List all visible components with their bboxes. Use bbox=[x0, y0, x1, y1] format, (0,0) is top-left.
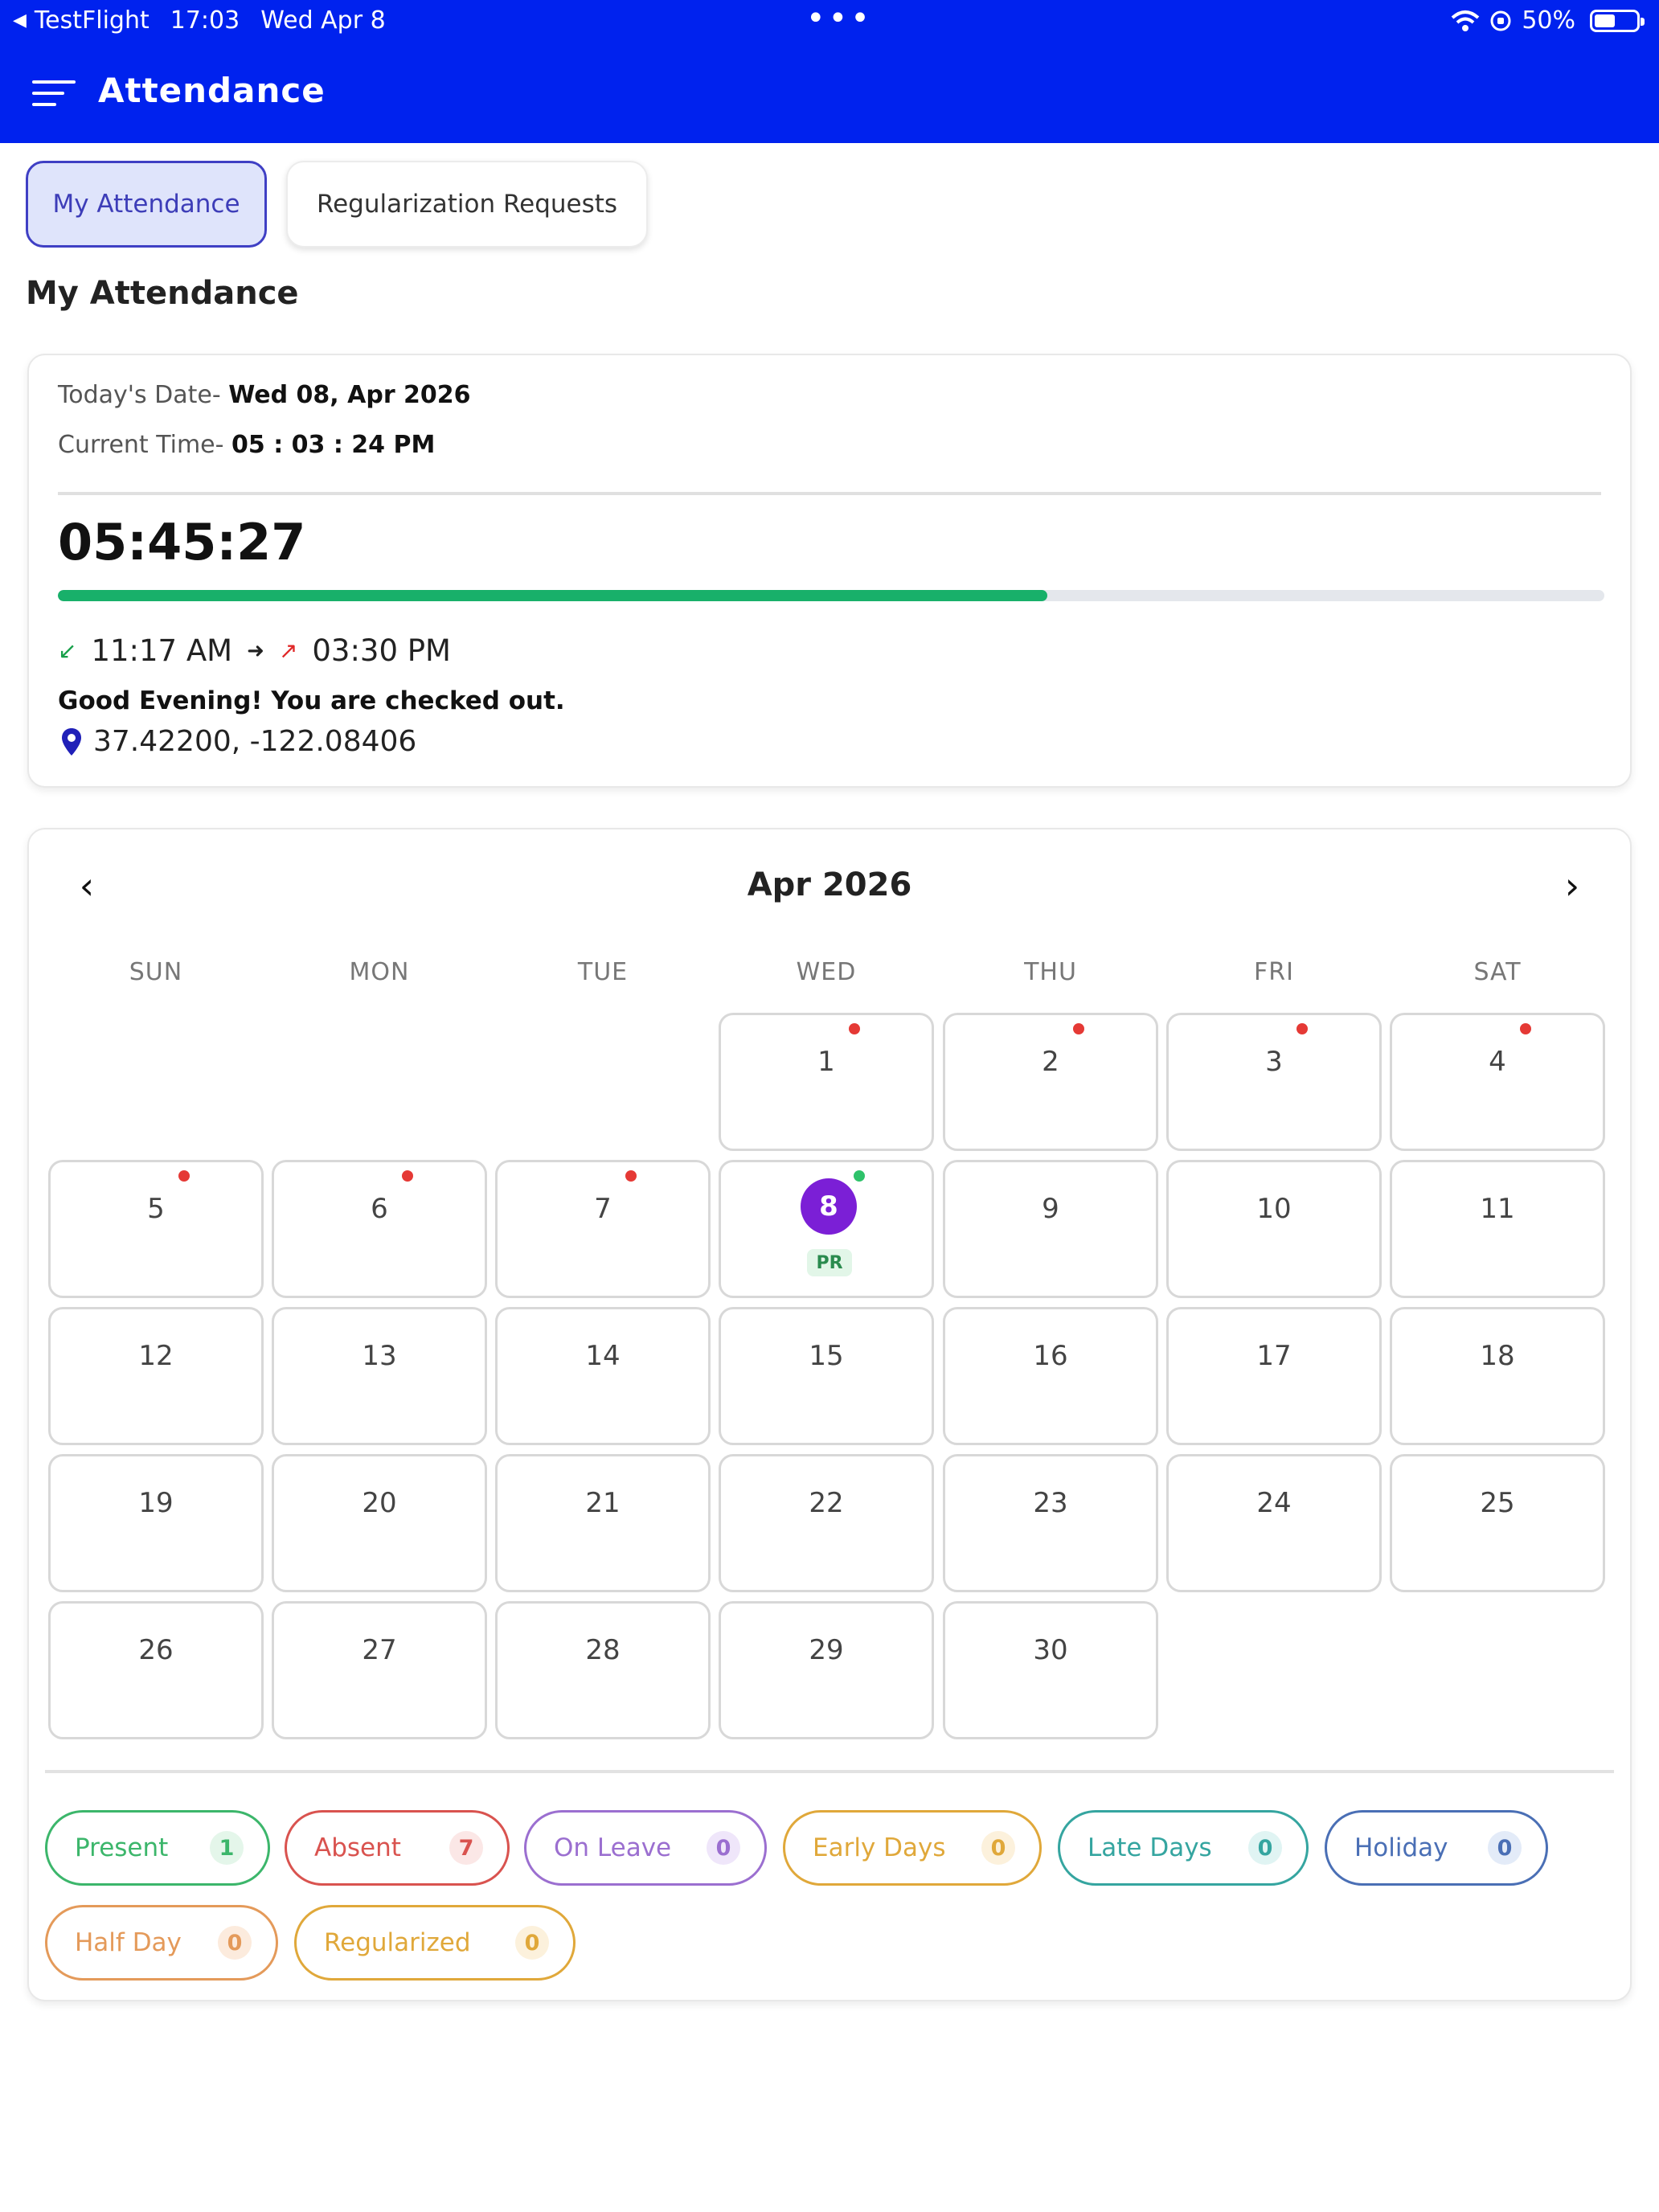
day-number: 23 bbox=[1033, 1487, 1068, 1519]
check-in-arrow-icon: ↙ bbox=[58, 637, 77, 664]
arrow-right-icon: ➜ bbox=[247, 638, 264, 663]
legend-label: Absent bbox=[314, 1833, 401, 1862]
day-number: 14 bbox=[585, 1340, 621, 1372]
calendar-day-4[interactable] bbox=[1390, 1013, 1605, 1151]
day-number: 16 bbox=[1033, 1340, 1068, 1372]
attendance-info-card bbox=[27, 354, 1632, 788]
hamburger-menu-icon[interactable] bbox=[32, 79, 76, 108]
status-time: 17:03 bbox=[170, 6, 240, 35]
page-title: Attendance bbox=[98, 71, 326, 110]
check-out-time: 03:30 PM bbox=[312, 633, 451, 668]
legend-chip-on-leave[interactable] bbox=[524, 1810, 767, 1886]
day-number: 1 bbox=[817, 1046, 835, 1078]
legend-chip-holiday[interactable] bbox=[1325, 1810, 1548, 1886]
next-month-button[interactable]: › bbox=[1564, 864, 1580, 907]
legend-chip-half-day[interactable] bbox=[45, 1905, 278, 1981]
day-number: 24 bbox=[1256, 1487, 1292, 1519]
weekday-tue: TUE bbox=[577, 958, 629, 986]
legend-label: Present bbox=[75, 1833, 169, 1862]
legend-count: 0 bbox=[1488, 1831, 1522, 1865]
calendar-day-16[interactable] bbox=[943, 1307, 1158, 1445]
calendar-day-9[interactable] bbox=[943, 1160, 1158, 1298]
day-number: 7 bbox=[594, 1193, 612, 1225]
absent-dot bbox=[1520, 1023, 1531, 1034]
absent-dot bbox=[849, 1023, 860, 1034]
absent-dot bbox=[625, 1170, 637, 1182]
calendar-day-5[interactable] bbox=[48, 1160, 264, 1298]
legend-count: 0 bbox=[981, 1831, 1015, 1865]
day-number: 28 bbox=[585, 1634, 621, 1666]
calendar-day-12[interactable] bbox=[48, 1307, 264, 1445]
status-bar bbox=[0, 0, 1659, 42]
calendar-day-25[interactable] bbox=[1390, 1454, 1605, 1592]
day-number: 2 bbox=[1042, 1046, 1059, 1078]
day-number: 3 bbox=[1265, 1046, 1283, 1078]
legend-label: Holiday bbox=[1354, 1833, 1448, 1862]
legend-chip-regularized[interactable] bbox=[294, 1905, 576, 1981]
day-number: 9 bbox=[1042, 1193, 1059, 1225]
location-row bbox=[61, 725, 416, 758]
present-badge: PR bbox=[807, 1249, 852, 1276]
legend-label: Half Day bbox=[75, 1928, 182, 1957]
day-number: 4 bbox=[1489, 1046, 1506, 1078]
weekday-thu: THU bbox=[1024, 958, 1077, 986]
day-number: 29 bbox=[809, 1634, 844, 1666]
elapsed-timer: 05:45:27 bbox=[58, 513, 306, 571]
calendar-day-28[interactable] bbox=[495, 1601, 711, 1739]
day-number: 22 bbox=[809, 1487, 844, 1519]
day-number: 20 bbox=[362, 1487, 397, 1519]
legend-label: Regularized bbox=[324, 1928, 471, 1957]
info-divider bbox=[58, 492, 1601, 495]
calendar-day-23[interactable] bbox=[943, 1454, 1158, 1592]
calendar-divider bbox=[45, 1770, 1614, 1773]
location-pin-icon bbox=[61, 727, 82, 756]
current-time-value: 05 : 03 : 24 PM bbox=[231, 431, 436, 459]
calendar-day-26[interactable] bbox=[48, 1601, 264, 1739]
day-number: 13 bbox=[362, 1340, 397, 1372]
prev-month-button[interactable]: ‹ bbox=[79, 864, 95, 907]
day-number: 10 bbox=[1256, 1193, 1292, 1225]
legend-count: 0 bbox=[707, 1831, 740, 1865]
legend-label: Early Days bbox=[813, 1833, 946, 1862]
legend-count: 0 bbox=[218, 1926, 252, 1960]
legend-label: Late Days bbox=[1088, 1833, 1212, 1862]
weekday-sat: SAT bbox=[1473, 958, 1522, 986]
legend-chip-absent[interactable] bbox=[285, 1810, 510, 1886]
day-number: 12 bbox=[138, 1340, 174, 1372]
section-title: My Attendance bbox=[26, 275, 299, 312]
orientation-lock-icon bbox=[1489, 10, 1512, 32]
legend-count: 1 bbox=[210, 1831, 244, 1865]
absent-dot bbox=[178, 1170, 190, 1182]
calendar-day-20[interactable] bbox=[272, 1454, 487, 1592]
calendar-day-10[interactable] bbox=[1166, 1160, 1382, 1298]
multitask-dots-icon[interactable]: ••• bbox=[806, 0, 873, 37]
calendar-day-7[interactable] bbox=[495, 1160, 711, 1298]
legend-chip-early-days[interactable] bbox=[783, 1810, 1042, 1886]
back-app-label[interactable]: TestFlight bbox=[34, 6, 150, 35]
back-arrow-icon[interactable]: ◀ bbox=[13, 10, 27, 31]
legend-count: 7 bbox=[449, 1831, 483, 1865]
calendar-day-19[interactable] bbox=[48, 1454, 264, 1592]
status-left bbox=[13, 6, 386, 35]
legend-chip-present[interactable] bbox=[45, 1810, 270, 1886]
calendar-day-22[interactable] bbox=[719, 1454, 934, 1592]
punch-row bbox=[58, 633, 451, 668]
today-date-value: Wed 08, Apr 2026 bbox=[228, 381, 471, 409]
calendar-day-27[interactable] bbox=[272, 1601, 487, 1739]
tab-my-attendance[interactable]: My Attendance bbox=[26, 161, 267, 248]
day-number: 19 bbox=[138, 1487, 174, 1519]
calendar-day-8[interactable] bbox=[719, 1160, 934, 1298]
calendar-day-2[interactable] bbox=[943, 1013, 1158, 1151]
today-indicator: 8 bbox=[801, 1178, 857, 1235]
calendar-day-21[interactable] bbox=[495, 1454, 711, 1592]
calendar-card bbox=[27, 828, 1632, 2001]
calendar-day-30[interactable] bbox=[943, 1601, 1158, 1739]
day-number: 15 bbox=[809, 1340, 844, 1372]
tab-regularization-requests[interactable]: Regularization Requests bbox=[286, 161, 648, 248]
absent-dot bbox=[1296, 1023, 1308, 1034]
check-in-time: 11:17 AM bbox=[91, 633, 233, 668]
weekday-mon: MON bbox=[349, 958, 410, 986]
day-number: 6 bbox=[371, 1193, 388, 1225]
calendar-day-14[interactable] bbox=[495, 1307, 711, 1445]
calendar-day-6[interactable] bbox=[272, 1160, 487, 1298]
legend-chip-late-days[interactable] bbox=[1058, 1810, 1309, 1886]
battery-icon bbox=[1590, 10, 1640, 32]
weekday-sun: SUN bbox=[129, 958, 183, 986]
battery-fill bbox=[1595, 14, 1615, 27]
check-out-arrow-icon: ↗ bbox=[278, 637, 298, 664]
day-number: 11 bbox=[1480, 1193, 1515, 1225]
calendar-month-title: Apr 2026 bbox=[747, 866, 912, 903]
app-header bbox=[0, 0, 1659, 143]
legend-count: 0 bbox=[515, 1926, 549, 1960]
calendar-day-3[interactable] bbox=[1166, 1013, 1382, 1151]
current-time-label: Current Time- bbox=[58, 431, 231, 459]
checkout-greeting: Good Evening! You are checked out. bbox=[58, 686, 565, 715]
absent-dot bbox=[402, 1170, 413, 1182]
calendar-day-18[interactable] bbox=[1390, 1307, 1605, 1445]
location-coordinates: 37.42200, -122.08406 bbox=[93, 725, 417, 758]
calendar-day-17[interactable] bbox=[1166, 1307, 1382, 1445]
day-number: 17 bbox=[1256, 1340, 1292, 1372]
calendar-day-13[interactable] bbox=[272, 1307, 487, 1445]
weekday-fri: FRI bbox=[1254, 958, 1294, 986]
calendar-day-11[interactable] bbox=[1390, 1160, 1605, 1298]
day-number: 27 bbox=[362, 1634, 397, 1666]
weekday-wed: WED bbox=[796, 958, 857, 986]
day-number: 30 bbox=[1033, 1634, 1068, 1666]
legend-count: 0 bbox=[1248, 1831, 1282, 1865]
day-number: 5 bbox=[147, 1193, 165, 1225]
absent-dot bbox=[1073, 1023, 1084, 1034]
current-time-row bbox=[58, 431, 435, 459]
work-progress-bar bbox=[58, 590, 1604, 601]
legend-label: On Leave bbox=[554, 1833, 672, 1862]
status-right bbox=[1451, 6, 1640, 35]
calendar-day-29[interactable] bbox=[719, 1601, 934, 1739]
battery-percent: 50% bbox=[1522, 6, 1575, 35]
wifi-icon bbox=[1451, 10, 1480, 32]
present-dot bbox=[854, 1170, 865, 1182]
day-number: 25 bbox=[1480, 1487, 1515, 1519]
status-date: Wed Apr 8 bbox=[260, 6, 386, 35]
calendar-day-1[interactable] bbox=[719, 1013, 934, 1151]
calendar-day-15[interactable] bbox=[719, 1307, 934, 1445]
day-number: 18 bbox=[1480, 1340, 1515, 1372]
day-number: 26 bbox=[138, 1634, 174, 1666]
work-progress-fill bbox=[58, 590, 1047, 601]
calendar-day-24[interactable] bbox=[1166, 1454, 1382, 1592]
today-date-row bbox=[58, 381, 471, 409]
day-number: 21 bbox=[585, 1487, 621, 1519]
today-date-label: Today's Date- bbox=[58, 381, 229, 409]
